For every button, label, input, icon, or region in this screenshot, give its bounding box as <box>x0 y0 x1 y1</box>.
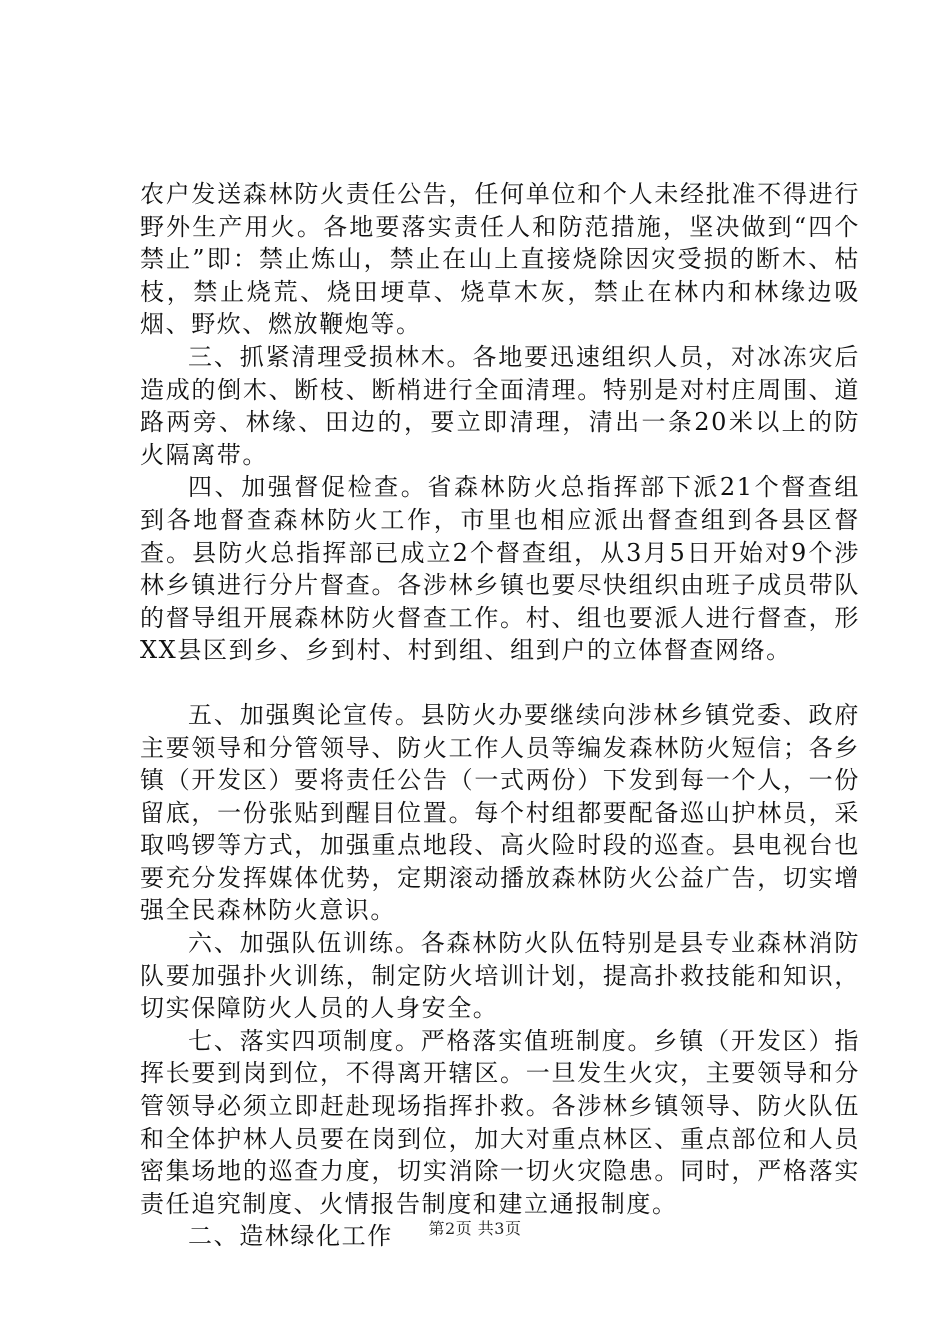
paragraph-section-6: 六、加强队伍训练。各森林防火队伍特别是县专业森林消防队要加强扑火训练，制定防火培训计划，提高扑救技能和知识，切实保障防火人员的人身安全。 <box>140 929 860 1023</box>
document-body <box>140 178 860 1253</box>
paragraph-section-4: 四、加强督促检查。省森林防火总指挥部下派21个督查组到各地督查森林防火工作，市里也相应派出督查组到各县区督查。县防火总指挥部已成立2个督查组，从3月5日开始对9个涉林乡镇进行分片督查。各涉林乡镇也要尽快组织由班子成员带队的督导组开展森林防火督查工作。村、组也要派人进行督查，形XX县区到乡、乡到村、村到组、组到户的立体督查网络。 <box>140 473 860 665</box>
paragraph-spacer <box>140 667 860 699</box>
paragraph-section-7: 七、落实四项制度。严格落实值班制度。乡镇（开发区）指挥长要到岗到位，不得离开辖区。一旦发生火灾，主要领导和分管领导必须立即赶赴现场指挥扑救。各涉林乡镇领导、防火队伍和全体护林人员要在岗到位，加大对重点林区、重点部位和人员密集场地的巡查力度，切实消除一切火灾隐患。同时，严格落实责任追究制度、火情报告制度和建立通报制度。 <box>140 1026 860 1218</box>
paragraph-continuation: 农户发送森林防火责任公告，任何单位和个人未经批准不得进行野外生产用火。各地要落实责任人和防范措施，坚决做到“四个禁止”即：禁止炼山，禁止在山上直接烧除因灾受损的断木、枯枝，禁止烧荒、烧田埂草、烧草木灰，禁止在林内和林缘边吸烟、野炊、燃放鞭炮等。 <box>140 180 860 339</box>
paragraph-section-3: 三、抓紧清理受损林木。各地要迅速组织人员，对冰冻灾后造成的倒木、断枝、断梢进行全面清理。特别是对村庄周围、道路两旁、林缘、田边的，要立即清理，清出一条20米以上的防火隔离带。 <box>140 342 860 469</box>
section-heading-afforestation: 二、造林绿化工作 <box>188 1222 393 1251</box>
paragraph-section-5: 五、加强舆论宣传。县防火办要继续向涉林乡镇党委、政府主要领导和分管领导、防火工作人员等编发森林防火短信；各乡镇（开发区）要将责任公告（一式两份）下发到每一个人，一份留底，一份张贴到醒目位置。每个村组都要配备巡山护林员，采取鸣锣等方式，加强重点地段、高火险时段的巡查。县电视台也要充分发挥媒体优势，定期滚动播放森林防火公益广告，切实增强全民森林防火意识。 <box>140 700 860 925</box>
page-number-footer: 第2页 共3页 <box>428 1219 522 1238</box>
